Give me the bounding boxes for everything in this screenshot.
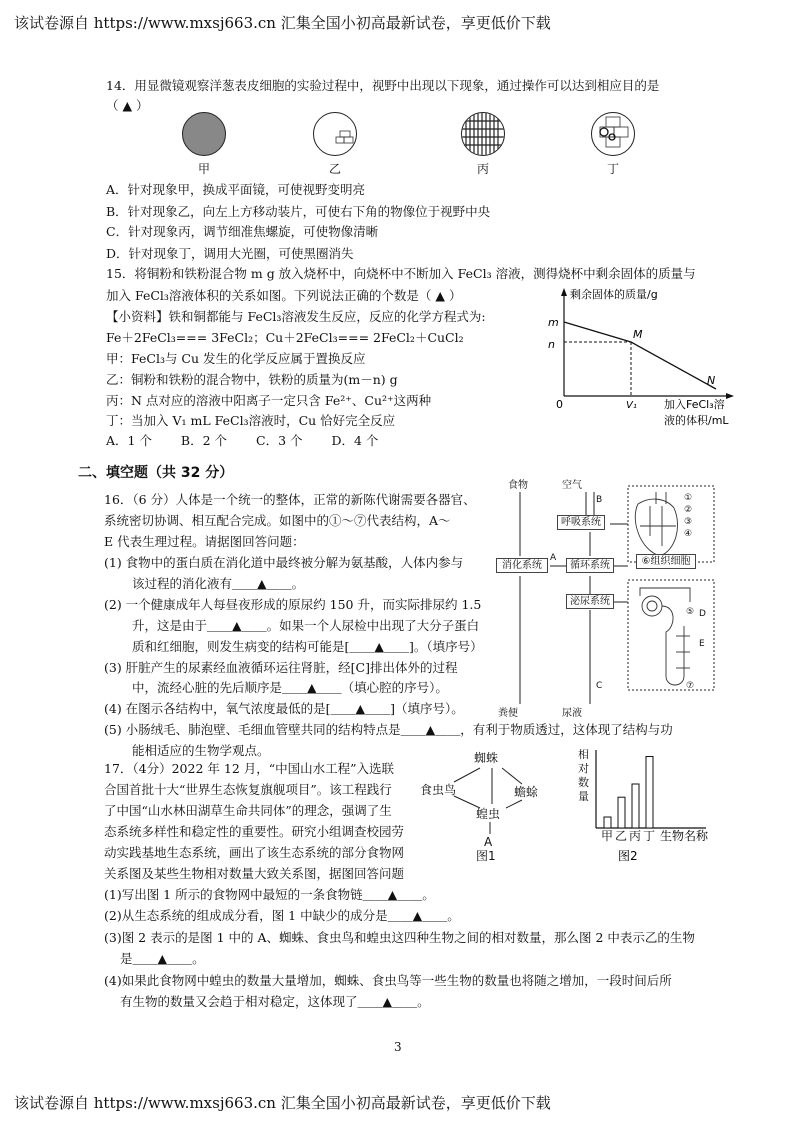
q16-line: (5) 小肠绒毛、肺泡壁、毛细血管壁共同的结构特点是＿＿▲＿＿，有利于物质透过，这体现了结构与功 [104, 722, 673, 737]
svg-text:数: 数 [578, 776, 589, 789]
q16-line: 16．（6 分）人体是一个统一的整体，正常的新陈代谢需要各器官、 [104, 492, 476, 507]
svg-text:蝗虫: 蝗虫 [476, 807, 501, 821]
fig-label-jia: 甲 [198, 162, 211, 176]
bar-label-2: 丙 [629, 829, 642, 843]
q17-bar-chart [578, 746, 718, 866]
chart-xlabel: 生物名称 [660, 829, 709, 843]
q17-line: (4)如果此食物网中蝗虫的数量大量增加，蜘蛛、食虫鸟等一些生物的数量也将随之增加，一段时间后所 [104, 973, 672, 988]
q16-line: 中，流经心脏的先后顺序是＿＿▲＿＿（填心腔的序号）。 [132, 680, 448, 695]
microscope-view-jia [182, 112, 226, 156]
q17-line: 合国首批十大“世界生态恢复旗舰项目”。该工程践行 [104, 782, 392, 797]
q14-option-d: D．针对现象丁，调用大光圈，可使黑圈消失 [106, 246, 354, 261]
microscope-view-yi [313, 112, 357, 156]
tissue-cell-box: ⑥组织细胞 [636, 554, 696, 569]
svg-text:①: ① [684, 493, 693, 503]
page-number: 3 [394, 1040, 402, 1054]
graph-ylabel: 剩余固体的质量/g [570, 288, 658, 301]
svg-text:蜘蛛: 蜘蛛 [474, 751, 499, 765]
q14-option-a: A．针对现象甲，换成平面镜，可使视野变明亮 [106, 182, 366, 197]
svg-text:C: C [596, 681, 603, 691]
bar-1 [618, 797, 625, 828]
microscope-view-bing [461, 112, 505, 156]
fig-label-yi: 乙 [329, 162, 342, 176]
q14-blank: （ ▲ ） [106, 98, 149, 113]
bar-0 [604, 817, 611, 828]
graph-origin: 0 [556, 398, 563, 411]
q15-line: 丙：N 点对应的溶液中阳离子一定只含 Fe²⁺、Cu²⁺这两种 [106, 393, 432, 408]
q14-option-c: C．针对现象丙，调节细准焦螺旋，可使物像清晰 [106, 224, 379, 239]
q17-line: 了中国“山水林田湖草生命共同体”的理念，强调了生 [104, 803, 392, 818]
q16-line: 升，这是由于＿＿▲＿＿。如果一个人尿检中出现了大分子蛋白 [132, 618, 480, 633]
bar-2 [632, 784, 639, 828]
q15-line: 甲：FeCl₃与 Cu 发生的化学反应属于置换反应 [106, 351, 366, 366]
svg-text:尿液: 尿液 [562, 708, 582, 719]
svg-text:⑤: ⑤ [686, 607, 695, 617]
bar-label-1: 乙 [615, 829, 628, 843]
svg-text:食物: 食物 [508, 480, 528, 491]
q14-stem: 14．用显微镜观察洋葱表皮细胞的实验过程中，视野中出现以下现象，通过操作可以达到相应目的是 [106, 78, 660, 93]
svg-text:图1: 图1 [476, 849, 496, 863]
graph-N: N [707, 374, 716, 387]
q15-line: Fe＋2FeCl₃=== 3FeCl₂；Cu＋2FeCl₃=== 2FeCl₂＋CuCl₂ [106, 330, 464, 345]
svg-text:粪便: 粪便 [498, 708, 518, 719]
q16-line: (4) 在图示各结构中，氧气浓度最低的是[＿＿▲＿＿]（填序号）。 [104, 701, 464, 716]
svg-text:②: ② [684, 505, 693, 515]
graph-xlabel: 液的体积/mL [664, 414, 729, 427]
q15-line: 丁：当加入 V₁ mL FeCl₃溶液时，Cu 恰好完全反应 [106, 413, 396, 428]
q17-line: 关系图及某些生物相对数量大致关系图，据图回答问题 [104, 866, 405, 881]
bar-3 [646, 757, 653, 829]
q16-line: (2) 一个健康成年人每昼夜形成的原尿约 150 升，而实际排尿约 1.5 [104, 597, 482, 612]
svg-text:⑦: ⑦ [686, 681, 695, 691]
q17-line: (1)写出图 1 所示的食物网中最短的一条食物链＿＿▲＿＿。 [104, 887, 435, 902]
graph-m: m [548, 316, 559, 329]
section-title: 二、填空题（共 32 分） [78, 465, 234, 481]
q14-option-b: B．针对现象乙，向左上方移动装片，可使右下角的物像位于视野中央 [106, 204, 491, 219]
fig-label-ding: 丁 [607, 162, 620, 176]
bar-label-0: 甲 [601, 829, 614, 843]
q15-mass-graph [540, 284, 740, 432]
microscope-view-ding [591, 112, 635, 156]
svg-text:对: 对 [578, 762, 589, 775]
page-footer: 该试卷源自 https://www.mxsj663.cn 汇集全国小初高最新试卷，享更低价下载 [14, 1094, 551, 1112]
bar-label-3: 丁 [643, 829, 656, 843]
page-header: 该试卷源自 https://www.mxsj663.cn 汇集全国小初高最新试卷，享更低价下载 [14, 14, 551, 32]
respiratory-system-box: 呼吸系统 [557, 515, 605, 530]
q16-line: (1) 食物中的蛋白质在消化道中最终被分解为氨基酸，人体内参与 [104, 555, 464, 570]
q17-food-web [418, 748, 558, 864]
q17-line: 态系统多样性和稳定性的重要性。研究小组调查校园劳 [104, 824, 405, 839]
q15-line: 15．将铜粉和铁粉混合物 m g 放入烧杯中，向烧杯中不断加入 FeCl₃ 溶液，测得烧杯中剩余固体的质量与 [106, 266, 696, 281]
digestive-system-box: 消化系统 [496, 558, 548, 573]
q16-line: 系统密切协调、相互配合完成。如图中的①～⑦代表结构，A～ [104, 513, 451, 528]
q16-line: (3) 肝脏产生的尿素经血液循环运往肾脏，经[C]排出体外的过程 [104, 660, 458, 675]
svg-text:蟾蜍: 蟾蜍 [514, 785, 539, 799]
q17-line: 17．（4分）2022 年 12 月，“中国山水工程”入选联 [104, 761, 395, 776]
q15-line: 【小资料】铁和铜都能与 FeCl₃溶液发生反应，反应的化学方程式为: [106, 309, 486, 324]
graph-xlabel: 加入FeCl₃溶 [664, 398, 725, 411]
svg-text:E: E [699, 639, 705, 649]
q17-line: 有生物的数量又会趋于相对稳定，这体现了＿＿▲＿＿。 [120, 994, 430, 1009]
q16-line: 该过程的消化液有＿＿▲＿＿。 [132, 576, 305, 591]
chart-caption: 图2 [618, 849, 638, 863]
svg-text:B: B [596, 495, 603, 505]
urinary-system-box: 泌尿系统 [566, 594, 614, 609]
svg-text:D: D [699, 609, 706, 619]
circulatory-system-box: 循环系统 [566, 558, 614, 573]
q17-line: (2)从生态系统的组成成分看，图 1 中缺少的成分是＿＿▲＿＿。 [104, 908, 460, 923]
q16-line: E 代表生理过程。请据图回答问题： [104, 534, 305, 549]
graph-M: M [633, 328, 643, 341]
svg-text:A: A [484, 835, 493, 849]
q16-line: 质和红细胞，则发生病变的结构可能是[＿＿▲＿＿]。（填序号） [132, 639, 483, 654]
svg-text:A: A [550, 553, 557, 563]
q15-line: 乙：铜粉和铁粉的混合物中，铁粉的质量为(m－n) g [106, 372, 398, 387]
svg-text:③: ③ [684, 517, 693, 527]
svg-text:相: 相 [578, 748, 589, 761]
graph-v1: V₁ [626, 400, 637, 411]
svg-text:空气: 空气 [562, 480, 582, 491]
graph-n: n [548, 338, 555, 351]
q15-answer-options: A．1 个 B．2 个 C．3 个 D．4 个 [106, 433, 379, 448]
q17-line: (3)图 2 表示的是图 1 中的 A、蜘蛛、食虫鸟和蝗虫这四种生物之间的相对数量，那么图 2 中表示乙的生物 [104, 930, 695, 945]
svg-text:食虫鸟: 食虫鸟 [420, 783, 457, 797]
q15-line: 加入 FeCl₃溶液体积的关系如图。下列说法正确的个数是（ ▲ ） [106, 288, 462, 303]
q16-line: 能相适应的生物学观点。 [132, 743, 270, 758]
svg-text:④: ④ [684, 529, 693, 539]
q17-line: 动实践基地生态系统，画出了该生态系统的部分食物网 [104, 845, 405, 860]
fig-label-bing: 丙 [477, 162, 490, 176]
q17-line: 是＿＿▲＿＿。 [120, 951, 205, 966]
svg-text:量: 量 [578, 790, 589, 803]
